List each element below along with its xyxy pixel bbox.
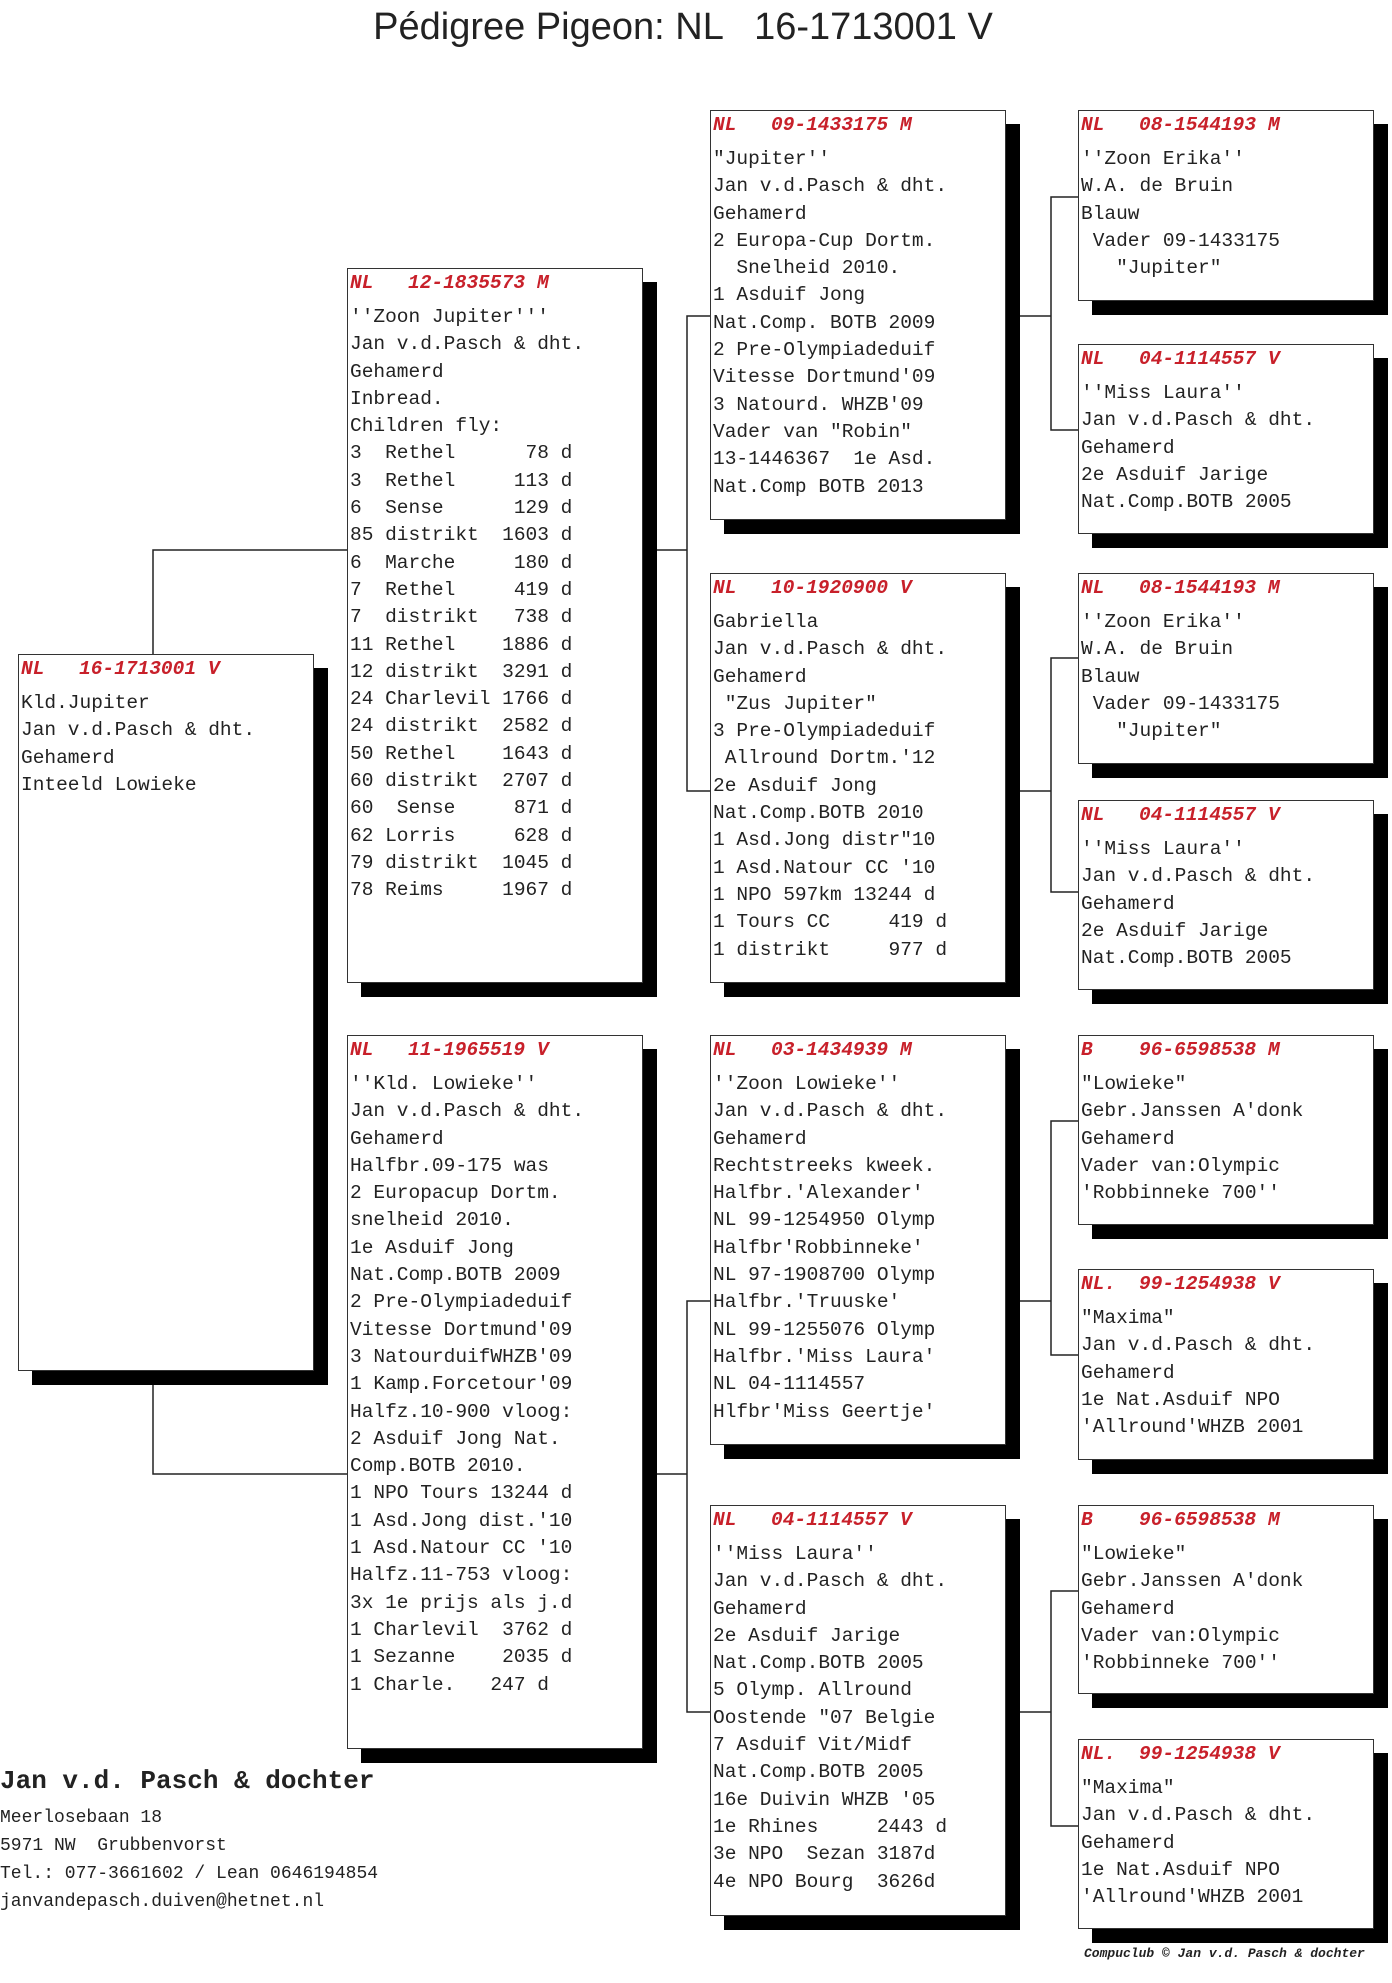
- ring-header: [1081, 346, 1373, 380]
- pigeon-info-line: Gehamerd: [713, 665, 807, 688]
- pigeon-info-line: ''Kld. Lowieke'': [350, 1073, 538, 1095]
- pigeon-info-line: 2e Asduif Jong: [713, 774, 877, 797]
- pigeon-info-line: 1e Rhines 2443 d: [713, 1815, 948, 1838]
- pigeon-info-line: Kld.Jupiter: [21, 692, 150, 714]
- pigeon-info-line: W.A. de Bruin: [1081, 175, 1234, 198]
- breeder-city: 5971 NW Grubbenvorst: [0, 1836, 227, 1856]
- pigeon-info-line: Gehamerd: [1081, 436, 1175, 459]
- pigeon-card-fmf[interactable]: [1078, 573, 1374, 764]
- pigeon-info-line: Gebr.Janssen A'donk: [1081, 1100, 1304, 1123]
- pigeon-info-line: Halfz.11-753 vloog:: [350, 1564, 573, 1587]
- pigeon-info-line: 13-1446367 1e Asd.: [713, 448, 936, 471]
- pigeon-info-line: 78 Reims 1967 d: [350, 879, 573, 902]
- pigeon-info-line: Gabriella: [713, 611, 819, 633]
- pigeon-info-line: Jan v.d.Pasch & dht.: [1081, 865, 1316, 888]
- ring-number: 10-1920900: [771, 577, 889, 599]
- pigeon-card-mother[interactable]: [347, 1035, 643, 1749]
- ring-sex: V: [1268, 1273, 1280, 1295]
- ring-country: NL: [1081, 114, 1105, 136]
- ring-header: [713, 1507, 1005, 1541]
- ring-country: NL: [713, 1509, 737, 1531]
- pigeon-info-line: 85 distrikt 1603 d: [350, 524, 573, 547]
- ring-number: 08-1544193: [1139, 114, 1257, 136]
- pigeon-info-line: Jan v.d.Pasch & dht.: [21, 719, 256, 742]
- connector-ff: [1006, 197, 1078, 430]
- pigeon-info-line: Jan v.d.Pasch & dht.: [1081, 1804, 1316, 1827]
- pigeon-info-line: Nat.Comp.BOTB 2005: [713, 1652, 924, 1675]
- pigeon-info-line: 'Allround'WHZB 2001: [1081, 1886, 1304, 1909]
- ring-number: 99-1254938: [1139, 1743, 1257, 1765]
- ring-country: NL: [350, 272, 374, 294]
- pigeon-card-fff[interactable]: [1078, 110, 1374, 301]
- connector-fm: [1006, 658, 1078, 892]
- pigeon-info-line: Nat.Comp.BOTB 2005: [1081, 947, 1292, 970]
- ring-sex: V: [1268, 804, 1280, 826]
- pigeon-info-line: "Lowieke": [1081, 1543, 1187, 1565]
- pigeon-info-line: "Maxima": [1081, 1307, 1175, 1329]
- pigeon-info-line: 'Robbinneke 700'': [1081, 1652, 1280, 1675]
- pigeon-info-line: Nat.Comp BOTB 2013: [713, 475, 924, 498]
- pigeon-info-line: 2 Pre-Olympiadeduif: [713, 339, 936, 362]
- pigeon-info-line: 1 Asd.Jong distr"10: [713, 829, 936, 852]
- pigeon-info-line: 60 distrikt 2707 d: [350, 770, 573, 793]
- pigeon-info-line: 6 Marche 180 d: [350, 551, 573, 574]
- pigeon-info-line: 1 Asd.Natour CC '10: [713, 856, 936, 879]
- pigeon-info-line: Jan v.d.Pasch & dht.: [713, 1100, 948, 1123]
- ring-sex: M: [537, 272, 549, 294]
- pigeon-info-line: ''Miss Laura'': [1081, 382, 1245, 404]
- pigeon-info-line: Gehamerd: [21, 746, 115, 769]
- connector-mm: [1006, 1591, 1078, 1826]
- pigeon-card-mm[interactable]: [710, 1505, 1006, 1916]
- pigeon-info-line: 1 Sezanne 2035 d: [350, 1646, 573, 1669]
- pigeon-info-line: "Zus Jupiter": [713, 692, 877, 715]
- pigeon-info-line: 3 Rethel 78 d: [350, 442, 573, 465]
- pigeon-info-line: 11 Rethel 1886 d: [350, 633, 573, 656]
- pigeon-info-line: 3 NatourduifWHZB'09: [350, 1345, 573, 1368]
- ring-header: [1081, 1507, 1373, 1541]
- pigeon-info-line: 6 Sense 129 d: [350, 497, 573, 520]
- pigeon-info-line: 3 Natourd. WHZB'09: [713, 393, 924, 416]
- pigeon-info-line: Vitesse Dortmund'09: [350, 1318, 573, 1341]
- pigeon-info-line: 50 Rethel 1643 d: [350, 742, 573, 765]
- pigeon-info-line: "Jupiter'': [713, 148, 831, 170]
- pigeon-info-line: 7 Rethel 419 d: [350, 578, 573, 601]
- pigeon-info-line: 2 Pre-Olympiadeduif: [350, 1291, 573, 1314]
- pigeon-info-line: 3 Pre-Olympiadeduif: [713, 720, 936, 743]
- ring-header: [350, 270, 642, 304]
- pigeon-info-line: 3 Rethel 113 d: [350, 469, 573, 492]
- ring-header: [1081, 575, 1373, 609]
- pigeon-info-line: 3e NPO Sezan 3187d: [713, 1843, 936, 1866]
- ring-country: NL.: [1081, 1273, 1117, 1295]
- pigeon-info-line: 2 Europa-Cup Dortm.: [713, 229, 936, 252]
- pigeon-info-line: ''Zoon Erika'': [1081, 611, 1245, 633]
- ring-number: 04-1114557: [771, 1509, 889, 1531]
- pigeon-info-line: Gehamerd: [1081, 1127, 1175, 1150]
- ring-header: [1081, 112, 1373, 146]
- pigeon-info-line: Halfbr.'Alexander': [713, 1182, 924, 1205]
- pigeon-info-line: ''Zoon Lowieke'': [713, 1073, 901, 1095]
- ring-number: 03-1434939: [771, 1039, 889, 1061]
- pigeon-info-line: 7 Asduif Vit/Midf: [713, 1734, 912, 1757]
- pigeon-info-line: Vader van:Olympic: [1081, 1154, 1280, 1177]
- ring-header: [21, 656, 313, 690]
- pigeon-info-line: Gehamerd: [713, 1127, 807, 1150]
- pigeon-info-line: Gehamerd: [1081, 892, 1175, 915]
- pigeon-info-line: Jan v.d.Pasch & dht.: [713, 1570, 948, 1593]
- pigeon-info-line: 1 Asd.Jong dist.'10: [350, 1509, 573, 1532]
- pigeon-info-line: Nat.Comp.BOTB 2009: [350, 1264, 561, 1287]
- ring-sex: V: [1268, 1743, 1280, 1765]
- ring-country: NL: [713, 577, 737, 599]
- pigeon-info-line: Hlfbr'Miss Geertje': [713, 1400, 936, 1423]
- pigeon-info-line: 'Robbinneke 700'': [1081, 1182, 1280, 1205]
- pigeon-info-line: 1e Asduif Jong: [350, 1236, 514, 1259]
- pigeon-info-line: 24 Charlevil 1766 d: [350, 688, 573, 711]
- pigeon-info-line: Halfbr.09-175 was: [350, 1154, 549, 1177]
- copyright-notice: Compuclub © Jan v.d. Pasch & dochter: [1084, 1946, 1365, 1961]
- pigeon-info-line: Gehamerd: [350, 1127, 444, 1150]
- pigeon-info-line: 62 Lorris 628 d: [350, 824, 573, 847]
- ring-header: [1081, 1037, 1373, 1071]
- pigeon-card-mmf[interactable]: [1078, 1505, 1374, 1694]
- pigeon-info-line: 7 distrikt 738 d: [350, 606, 573, 629]
- pigeon-info-line: Vader van "Robin": [713, 420, 912, 443]
- pigeon-info-line: Nat.Comp.BOTB 2005: [713, 1761, 924, 1784]
- ring-number: 16-1713001: [79, 658, 197, 680]
- pigeon-info-line: Jan v.d.Pasch & dht.: [350, 1100, 585, 1123]
- pigeon-info-line: Halfbr.'Miss Laura': [713, 1345, 936, 1368]
- breeder-street: Meerlosebaan 18: [0, 1808, 163, 1828]
- pigeon-info-line: ''Zoon Erika'': [1081, 148, 1245, 170]
- ring-number: 12-1835573: [408, 272, 526, 294]
- pigeon-info-line: Gehamerd: [1081, 1597, 1175, 1620]
- pigeon-info-line: Halfbr'Robbinneke': [713, 1236, 924, 1259]
- pigeon-info-line: Halfz.10-900 vloog:: [350, 1400, 573, 1423]
- pigeon-info-line: Gebr.Janssen A'donk: [1081, 1570, 1304, 1593]
- ring-sex: M: [1268, 577, 1280, 599]
- ring-header: [713, 112, 1005, 146]
- ring-sex: V: [900, 577, 912, 599]
- connector-father: [643, 316, 710, 791]
- pigeon-info-line: 1 Charlevil 3762 d: [350, 1618, 573, 1641]
- pigeon-info-line: Nat.Comp.BOTB 2005: [1081, 491, 1292, 514]
- ring-header: [713, 575, 1005, 609]
- pigeon-info-line: Children fly:: [350, 415, 503, 438]
- pigeon-info-line: 'Allround'WHZB 2001: [1081, 1416, 1304, 1439]
- pigeon-info-line: Vitesse Dortmund'09: [713, 366, 936, 389]
- pigeon-info-line: 1e Nat.Asduif NPO: [1081, 1858, 1280, 1881]
- pigeon-card-mmm[interactable]: [1078, 1739, 1374, 1929]
- ring-number: 11-1965519: [408, 1039, 526, 1061]
- pigeon-info-line: Snelheid 2010.: [713, 257, 901, 280]
- pigeon-info-line: NL 99-1254950 Olymp: [713, 1209, 936, 1232]
- ring-sex: V: [900, 1509, 912, 1531]
- pigeon-info-line: Comp.BOTB 2010.: [350, 1455, 526, 1478]
- pigeon-info-line: 1 Charle. 247 d: [350, 1673, 549, 1696]
- pigeon-info-line: Jan v.d.Pasch & dht.: [713, 638, 948, 661]
- pigeon-info-line: Gehamerd: [350, 360, 444, 383]
- pigeon-info-line: 16e Duivin WHZB '05: [713, 1788, 936, 1811]
- pigeon-info-line: 1 Asduif Jong: [713, 284, 866, 307]
- ring-number: 96-6598538: [1139, 1509, 1257, 1531]
- pigeon-info-line: Inteeld Lowieke: [21, 773, 197, 796]
- pigeon-info-line: 3x 1e prijs als j.d: [350, 1591, 573, 1614]
- breeder-name: Jan v.d. Pasch & dochter: [0, 1766, 375, 1796]
- pigeon-card-ff[interactable]: [710, 110, 1006, 520]
- pigeon-info-line: 1 Tours CC 419 d: [713, 911, 948, 934]
- pigeon-info-line: Gehamerd: [713, 1597, 807, 1620]
- pigeon-card-mfm[interactable]: [1078, 1269, 1374, 1460]
- pigeon-card-ffm[interactable]: [1078, 344, 1374, 534]
- pigeon-info-line: Rechtstreeks kweek.: [713, 1154, 936, 1177]
- pigeon-info-line: Jan v.d.Pasch & dht.: [713, 175, 948, 198]
- ring-number: 09-1433175: [771, 114, 889, 136]
- pigeon-info-line: Gehamerd: [713, 202, 807, 225]
- pigeon-info-line: Jan v.d.Pasch & dht.: [350, 333, 585, 356]
- pigeon-info-line: NL 97-1908700 Olymp: [713, 1264, 936, 1287]
- ring-sex: M: [1268, 1039, 1280, 1061]
- pigeon-info-line: NL 99-1255076 Olymp: [713, 1318, 936, 1341]
- pigeon-card-subject[interactable]: [18, 654, 314, 1371]
- ring-header: [350, 1037, 642, 1071]
- ring-country: NL: [350, 1039, 374, 1061]
- pigeon-info-line: Vader 09-1433175: [1081, 229, 1280, 252]
- pigeon-info-line: 1e Nat.Asduif NPO: [1081, 1388, 1280, 1411]
- ring-sex: M: [1268, 1509, 1280, 1531]
- pigeon-info-line: NL 04-1114557: [713, 1373, 866, 1396]
- pigeon-info-line: 1 NPO 597km 13244 d: [713, 883, 936, 906]
- ring-country: B: [1081, 1509, 1093, 1531]
- pigeon-info-line: 12 distrikt 3291 d: [350, 660, 573, 683]
- pigeon-info-line: Jan v.d.Pasch & dht.: [1081, 1334, 1316, 1357]
- ring-country: NL: [1081, 577, 1105, 599]
- pigeon-info-line: 1 NPO Tours 13244 d: [350, 1482, 573, 1505]
- ring-number: 99-1254938: [1139, 1273, 1257, 1295]
- ring-sex: M: [1268, 114, 1280, 136]
- ring-sex: V: [208, 658, 220, 680]
- page-title: Pédigree Pigeon: NL 16-1713001 V: [373, 6, 993, 48]
- pigeon-info-line: 2e Asduif Jarige: [713, 1624, 901, 1647]
- pigeon-info-line: 1 Asd.Natour CC '10: [350, 1537, 573, 1560]
- pigeon-card-father[interactable]: [347, 268, 643, 983]
- pigeon-info-line: Allround Dortm.'12: [713, 747, 936, 770]
- pigeon-info-line: 2e Asduif Jarige: [1081, 919, 1269, 942]
- pigeon-info-line: 1 distrikt 977 d: [713, 938, 948, 961]
- pigeon-info-line: Inbread.: [350, 387, 444, 410]
- pigeon-info-line: 60 Sense 871 d: [350, 797, 573, 820]
- ring-header: [1081, 1741, 1373, 1775]
- pigeon-card-fm[interactable]: [710, 573, 1006, 983]
- pigeon-info-line: 2e Asduif Jarige: [1081, 463, 1269, 486]
- breeder-phone: Tel.: 077-3661602 / Lean 0646194854: [0, 1864, 379, 1884]
- pigeon-info-line: 2 Asduif Jong Nat.: [350, 1427, 561, 1450]
- pigeon-info-line: Blauw: [1081, 665, 1140, 688]
- breeder-email: janvandepasch.duiven@hetnet.nl: [0, 1892, 325, 1912]
- pigeon-info-line: Vader 09-1433175: [1081, 692, 1280, 715]
- pigeon-info-line: Nat.Comp.BOTB 2010: [713, 802, 924, 825]
- pigeon-info-line: "Jupiter": [1081, 720, 1222, 743]
- pigeon-info-line: Halfbr.'Truuske': [713, 1291, 901, 1314]
- pigeon-info-line: 24 distrikt 2582 d: [350, 715, 573, 738]
- pigeon-info-line: 5 Olymp. Allround: [713, 1679, 912, 1702]
- ring-country: NL: [21, 658, 45, 680]
- ring-country: NL: [713, 1039, 737, 1061]
- pigeon-info-line: Gehamerd: [1081, 1831, 1175, 1854]
- ring-number: 04-1114557: [1139, 804, 1257, 826]
- pigeon-info-line: ''Zoon Jupiter''': [350, 306, 549, 328]
- ring-number: 08-1544193: [1139, 577, 1257, 599]
- pigeon-card-mff[interactable]: [1078, 1035, 1374, 1225]
- ring-country: NL: [1081, 804, 1105, 826]
- ring-number: 04-1114557: [1139, 348, 1257, 370]
- pigeon-info-line: W.A. de Bruin: [1081, 638, 1234, 661]
- pigeon-info-line: Jan v.d.Pasch & dht.: [1081, 409, 1316, 432]
- pigeon-info-line: Gehamerd: [1081, 1361, 1175, 1384]
- pigeon-info-line: ''Miss Laura'': [1081, 838, 1245, 860]
- ring-header: [1081, 1271, 1373, 1305]
- pigeon-info-line: "Maxima": [1081, 1777, 1175, 1799]
- ring-header: [713, 1037, 1005, 1071]
- ring-header: [1081, 802, 1373, 836]
- pigeon-info-line: 2 Europacup Dortm.: [350, 1182, 561, 1205]
- ring-country: B: [1081, 1039, 1093, 1061]
- connector-mf: [1006, 1121, 1078, 1355]
- ring-sex: V: [1268, 348, 1280, 370]
- pigeon-info-line: snelheid 2010.: [350, 1209, 514, 1232]
- connector-mother: [643, 1301, 710, 1712]
- pigeon-info-line: Oostende "07 Belgie: [713, 1706, 936, 1729]
- ring-country: NL: [713, 114, 737, 136]
- ring-country: NL.: [1081, 1743, 1117, 1765]
- pigeon-info-line: Vader van:Olympic: [1081, 1624, 1280, 1647]
- ring-sex: V: [537, 1039, 549, 1061]
- pigeon-card-fmm[interactable]: [1078, 800, 1374, 990]
- ring-country: NL: [1081, 348, 1105, 370]
- pigeon-info-line: "Jupiter": [1081, 257, 1222, 280]
- pigeon-info-line: "Lowieke": [1081, 1073, 1187, 1095]
- pigeon-info-line: 79 distrikt 1045 d: [350, 851, 573, 874]
- pigeon-info-line: ''Miss Laura'': [713, 1543, 877, 1565]
- ring-sex: M: [900, 1039, 912, 1061]
- pigeon-card-mf[interactable]: [710, 1035, 1006, 1445]
- pigeon-info-line: Nat.Comp. BOTB 2009: [713, 311, 936, 334]
- pigeon-info-line: Blauw: [1081, 202, 1140, 225]
- pigeon-info-line: 1 Kamp.Forcetour'09: [350, 1373, 573, 1396]
- ring-number: 96-6598538: [1139, 1039, 1257, 1061]
- ring-sex: M: [900, 114, 912, 136]
- pigeon-info-line: 4e NPO Bourg 3626d: [713, 1870, 936, 1893]
